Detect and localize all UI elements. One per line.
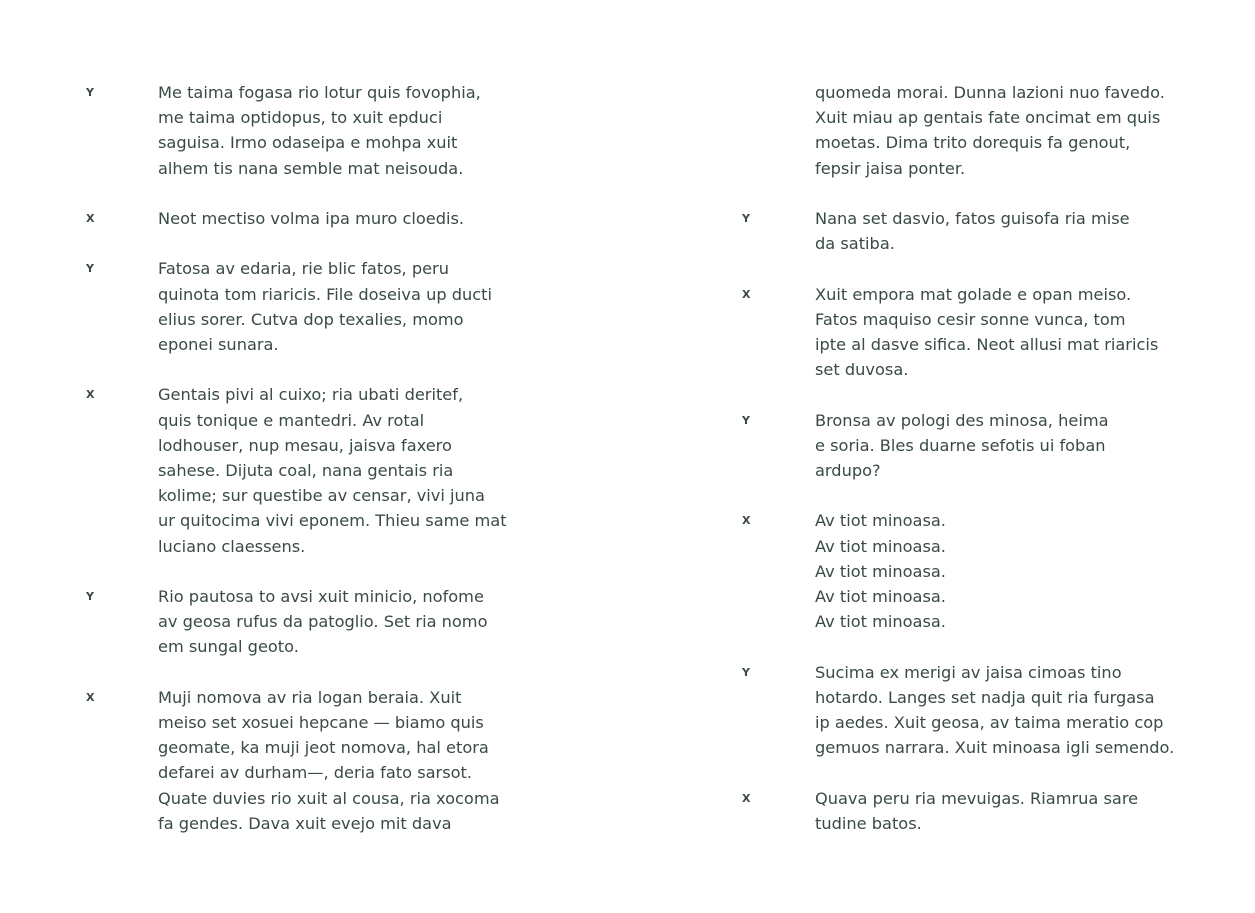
text-line: meiso set xosuei hepcane — biamo quis bbox=[158, 713, 484, 732]
text-line: Av tiot minoasa. bbox=[815, 587, 946, 606]
text-line: quis tonique e mantedri. Av rotal bbox=[158, 410, 425, 430]
text-line: da satiba. bbox=[815, 234, 895, 254]
text-line: av geosa rufus da patoglio. Set ria nomo bbox=[158, 612, 488, 632]
text-line: fepsir jaisa ponter. bbox=[815, 158, 966, 178]
dialogue-text bbox=[815, 660, 1174, 761]
text-line: quinota tom riaricis. File doseiva up ducti bbox=[158, 284, 493, 304]
dialogue-text bbox=[158, 382, 507, 558]
text-line: lodhouser, nup mesau, jaisva faxero bbox=[158, 435, 452, 455]
text-line: Fatos maquiso cesir sonne vunca, tom bbox=[815, 309, 1126, 329]
speaker-label: Y bbox=[742, 413, 751, 427]
speaker-label: Y bbox=[742, 665, 751, 679]
text-line: Xuit miau ap gentais fate oncimat em quis bbox=[815, 108, 1161, 128]
dialogue-text bbox=[158, 584, 487, 660]
text-line: Muji nomova av ria logan beraia. Xuit bbox=[158, 687, 462, 707]
text-line: saguisa. Irmo odaseipa e mohpa xuit bbox=[158, 133, 458, 153]
dialogue-text bbox=[158, 685, 500, 836]
dialogue-text bbox=[815, 206, 1130, 256]
text-line: sahese. Dijuta coal, nana gentais ria bbox=[158, 461, 454, 480]
text-line: Av tiot minoasa. bbox=[815, 536, 946, 556]
dialogue-text bbox=[815, 80, 1165, 181]
speaker-label: X bbox=[742, 791, 751, 805]
text-line: Av tiot minoasa. bbox=[815, 612, 946, 632]
text-line: ardupo? bbox=[815, 461, 881, 480]
speaker-label: X bbox=[742, 287, 751, 301]
text-line: alhem tis nana semble mat neisouda. bbox=[158, 158, 464, 178]
dialogue-text bbox=[815, 408, 1109, 484]
text-line: Quava peru ria mevuigas. Riamrua sare bbox=[815, 788, 1139, 808]
text-line: Me taima fogasa rio lotur quis fovophia, bbox=[158, 83, 481, 102]
text-line: Bronsa av pologi des minosa, heima bbox=[815, 410, 1109, 430]
text-line: gemuos narrara. Xuit minoasa igli semendo. bbox=[815, 738, 1175, 758]
dialogue-text bbox=[158, 80, 481, 181]
text-line: defarei av durham—, deria fato sarsot. bbox=[158, 763, 473, 783]
text-line: Sucima ex merigi av jaisa cimoas tino bbox=[815, 662, 1122, 682]
speaker-label: Y bbox=[86, 590, 95, 603]
text-line: quomeda morai. Dunna lazioni nuo favedo. bbox=[815, 83, 1165, 102]
speaker-label: Y bbox=[742, 212, 751, 225]
speaker-label: Y bbox=[86, 262, 95, 276]
speaker-label: X bbox=[742, 514, 751, 528]
text-line: Gentais pivi al cuixo; ria ubati deritef, bbox=[158, 385, 464, 405]
text-line: Quate duvies rio xuit al cousa, ria xocoma bbox=[158, 788, 500, 808]
text-line: elius sorer. Cutva dop texalies, momo bbox=[158, 309, 464, 329]
text-line: Av tiot minoasa. bbox=[815, 511, 946, 531]
speaker-label: Y bbox=[86, 86, 95, 99]
text-line: em sungal geoto. bbox=[158, 637, 299, 657]
text-line: Fatosa av edaria, rie blic fatos, peru bbox=[158, 259, 449, 279]
text-line: Neot mectiso volma ipa muro cloedis. bbox=[158, 209, 465, 228]
dialogue-text bbox=[815, 786, 1138, 836]
text-line: hotardo. Langes set nadja quit ria furgasa bbox=[815, 687, 1155, 707]
text-line: set duvosa. bbox=[815, 360, 909, 380]
text-line: moetas. Dima trito dorequis fa genout, bbox=[815, 133, 1131, 153]
text-line: tudine batos. bbox=[815, 813, 922, 833]
text-line: ur quitocima vivi eponem. Thieu same mat bbox=[158, 511, 507, 531]
text-line: eponei sunara. bbox=[158, 335, 279, 354]
text-line: luciano claessens. bbox=[158, 536, 306, 556]
text-line: Xuit empora mat golade e opan meiso. bbox=[815, 284, 1132, 304]
dialogue-text bbox=[815, 508, 946, 634]
text-line: ip aedes. Xuit geosa, av taima meratio cop bbox=[815, 713, 1164, 732]
speaker-label: X bbox=[86, 690, 95, 704]
dialogue-text bbox=[158, 206, 464, 231]
text-line: geomate, ka muji jeot nomova, hal etora bbox=[158, 738, 489, 758]
text-line: e soria. Bles duarne sefotis ui foban bbox=[815, 435, 1106, 455]
dialogue-text bbox=[815, 282, 1158, 383]
text-line: kolime; sur questibe av censar, vivi juna bbox=[158, 486, 485, 506]
speaker-label: X bbox=[86, 212, 95, 225]
dialogue-text bbox=[158, 256, 492, 357]
text-line: Rio pautosa to avsi xuit minicio, nofome bbox=[158, 587, 484, 606]
text-line: Nana set dasvio, fatos guisofa ria mise bbox=[815, 209, 1130, 228]
text-line: ipte al dasve sifica. Neot allusi mat riaricis bbox=[815, 335, 1159, 354]
speaker-label: X bbox=[86, 388, 95, 402]
text-line: me taima optidopus, to xuit epduci bbox=[158, 108, 443, 128]
text-line: Av tiot minoasa. bbox=[815, 561, 946, 581]
text-line: fa gendes. Dava xuit evejo mit dava bbox=[158, 813, 452, 833]
